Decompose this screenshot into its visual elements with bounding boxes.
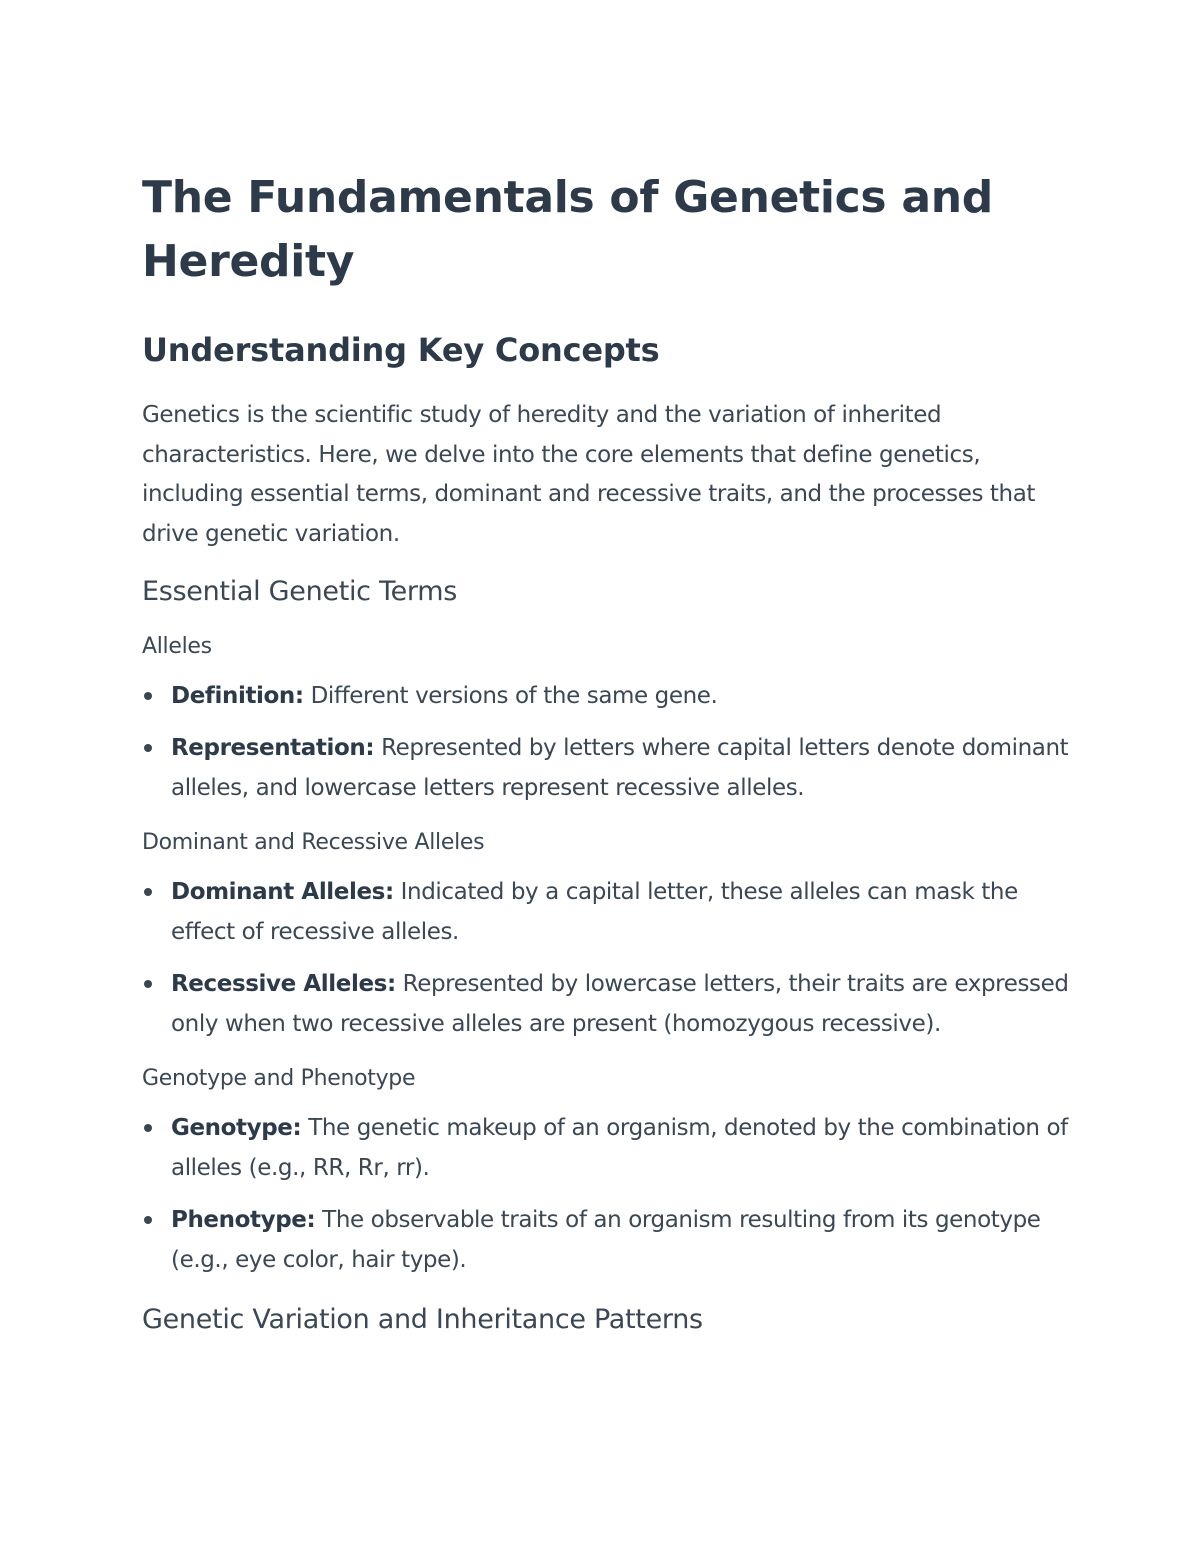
genotype-phenotype-list <box>142 1108 1072 1280</box>
bullet-icon <box>144 980 152 988</box>
alleles-list <box>142 676 1072 808</box>
term-text: Represented by letters where capital letters denote dominant alleles, and lowercase letters represent recessive alleles. <box>171 735 1069 801</box>
term-label: Dominant Alleles: <box>171 879 394 905</box>
list-item <box>142 872 1072 952</box>
term-label: Recessive Alleles: <box>171 971 396 997</box>
term-label: Definition: <box>171 683 304 709</box>
variation-heading: Genetic Variation and Inheritance Patterns <box>142 1304 703 1335</box>
genotype-phenotype-heading: Genotype and Phenotype <box>142 1066 416 1091</box>
term-label: Genotype: <box>171 1115 302 1141</box>
document-page <box>142 166 1072 1338</box>
dominant-recessive-heading: Dominant and Recessive Alleles <box>142 830 485 855</box>
term-text: The observable traits of an organism resulting from its genotype (e.g., eye color, hair type). <box>171 1207 1041 1273</box>
bullet-icon <box>144 1124 152 1132</box>
alleles-heading: Alleles <box>142 634 212 659</box>
list-item <box>142 1200 1072 1280</box>
bullet-icon <box>144 1216 152 1224</box>
intro-paragraph: Genetics is the scientific study of heredity and the variation of inherited characteristics. Here, we delve into the core elements that define genetics, including essential terms, dominant and recessive traits, and the processes that drive genetic variation. <box>142 402 1036 547</box>
term-label: Representation: <box>171 735 375 761</box>
essential-terms-heading: Essential Genetic Terms <box>142 576 458 607</box>
list-item <box>142 676 1072 716</box>
section-heading: Understanding Key Concepts <box>142 331 660 369</box>
dominant-recessive-list <box>142 872 1072 1044</box>
list-item <box>142 964 1072 1044</box>
term-text: Indicated by a capital letter, these alleles can mask the effect of recessive alleles. <box>171 879 1018 945</box>
term-text: The genetic makeup of an organism, denoted by the combination of alleles (e.g., RR, Rr, rr). <box>171 1115 1068 1181</box>
bullet-icon <box>144 888 152 896</box>
bullet-icon <box>144 744 152 752</box>
bullet-icon <box>144 692 152 700</box>
term-text: Different versions of the same gene. <box>303 683 718 709</box>
list-item <box>142 728 1072 808</box>
term-text: Represented by lowercase letters, their traits are expressed only when two recessive alleles are present (homozygous recessive). <box>171 971 1069 1037</box>
term-label: Phenotype: <box>171 1207 316 1233</box>
page-title: The Fundamentals of Genetics and Heredity <box>142 172 993 287</box>
list-item <box>142 1108 1072 1188</box>
